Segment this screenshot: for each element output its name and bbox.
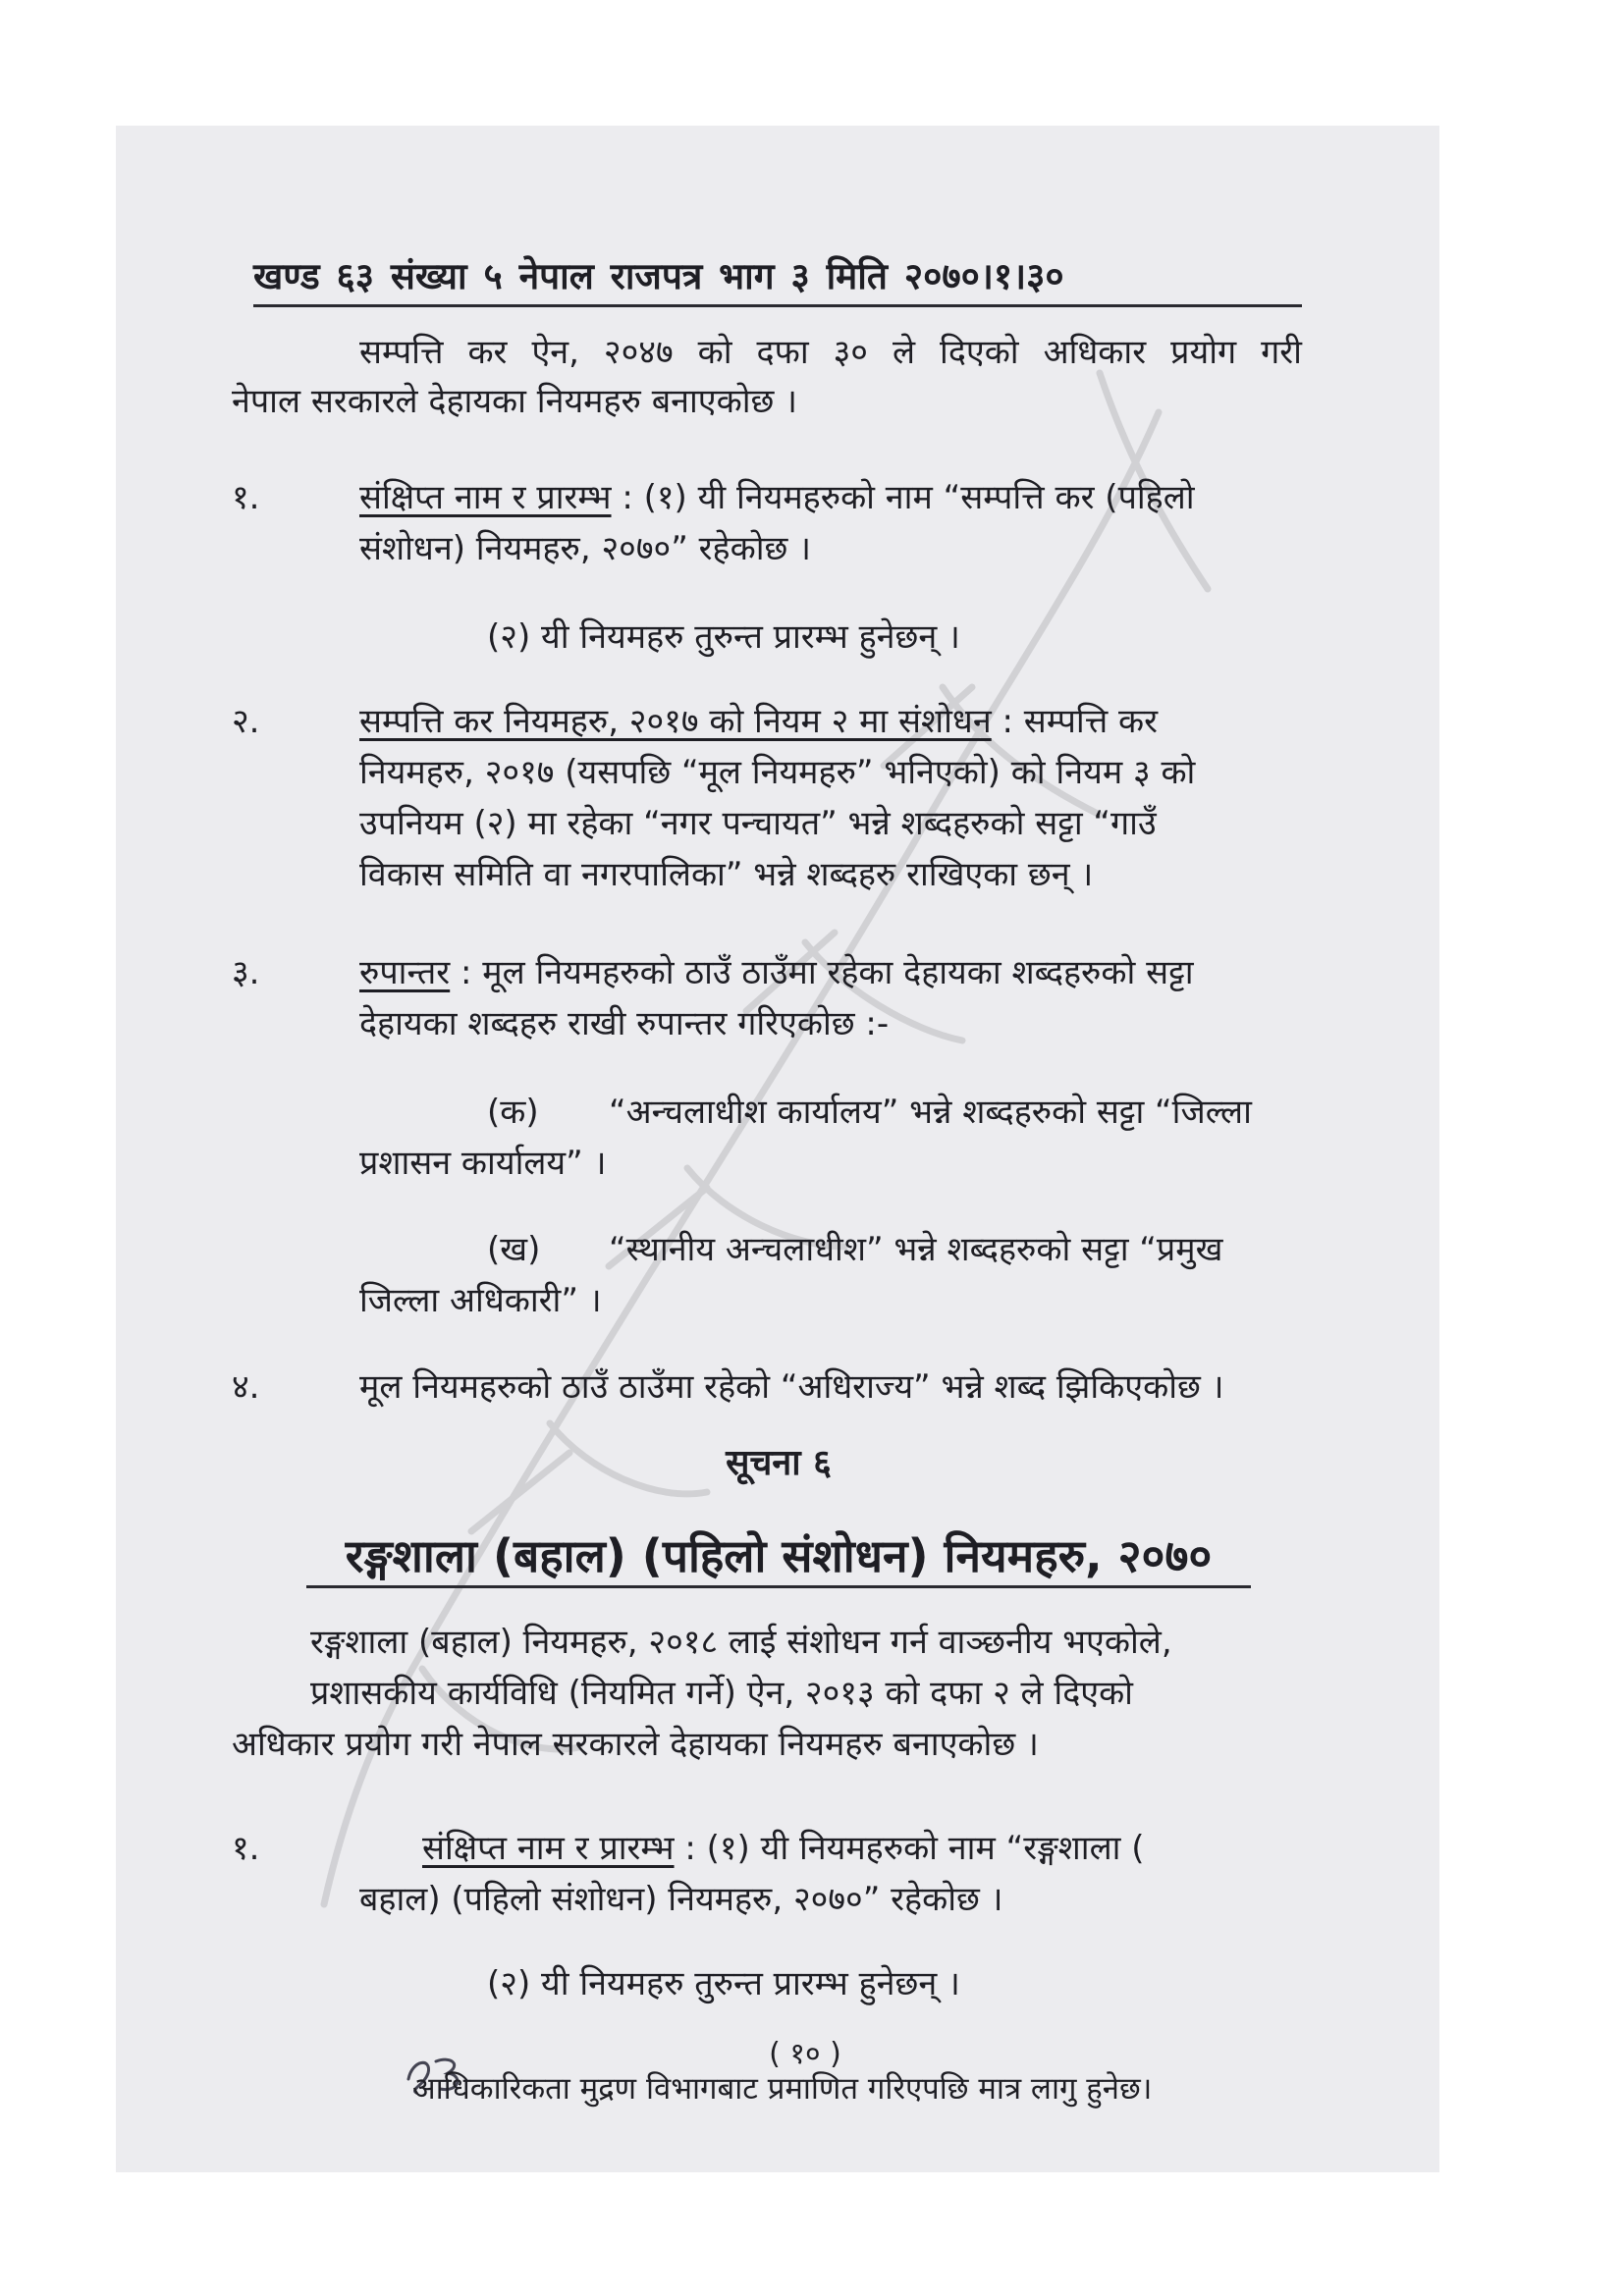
rule-line: नियमहरु, २०१७ (यसपछि “मूल नियमहरु” भनिएको) को नियम ३ को bbox=[359, 753, 1196, 792]
intro-line: नेपाल सरकारले देहायका नियमहरु बनाएकोछ । bbox=[232, 382, 798, 421]
rule-heading: सम्पत्ति कर नियमहरु, २०१७ को नियम २ मा संशोधन bbox=[359, 702, 992, 741]
rule-heading: संक्षिप्त नाम र प्रारम्भ bbox=[359, 478, 612, 517]
clause-text: जिल्ला अधिकारी” । bbox=[359, 1281, 602, 1320]
rule-text: : सम्पत्ति कर bbox=[1001, 702, 1159, 741]
intro-line: अधिकार प्रयोग गरी नेपाल सरकारले देहायका नियमहरु बनाएकोछ । bbox=[232, 1725, 1039, 1764]
page-number: ( १० ) bbox=[769, 2037, 841, 2071]
rule-line: बहाल) (पहिलो संशोधन) नियमहरु, २०७०” रहेकोछ । bbox=[359, 1880, 1003, 1919]
rule-text: : मूल नियमहरुको ठाउँ ठाउँमा रहेका देहायका शब्दहरुको सट्टा bbox=[460, 953, 1194, 992]
rule-line bbox=[359, 475, 1195, 520]
rule-number: १. bbox=[232, 1829, 260, 1868]
rule-heading: संक्षिप्त नाम र प्रारम्भ bbox=[422, 1829, 675, 1868]
sub-rule: (२) यी नियमहरु तुरुन्त प्रारम्भ हुनेछन् । bbox=[487, 1964, 960, 2003]
rule-number: ४. bbox=[232, 1367, 260, 1407]
notice-title: रङ्गशाला (बहाल) (पहिलो संशोधन) नियमहरु, २०७० bbox=[306, 1526, 1251, 1588]
rule-heading: रुपान्तर bbox=[359, 953, 451, 992]
rule-line: मूल नियमहरुको ठाउँ ठाउँमा रहेको “अधिराज्य” भन्ने शब्द झिकिएकोछ । bbox=[359, 1367, 1224, 1407]
intro-line: प्रशासकीय कार्यविधि (नियमित गर्ने) ऐन, २०१३ को दफा २ ले दिएको bbox=[310, 1674, 1133, 1713]
intro-line: रङ्गशाला (बहाल) नियमहरु, २०१८ लाई संशोधन गर्न वाञ्छनीय भएकोले, bbox=[310, 1623, 1172, 1662]
rule-text: : (१) यी नियमहरुको नाम “सम्पत्ति कर (पहिलो bbox=[622, 478, 1195, 517]
clause-text: “स्थानीय अन्चलाधीश” भन्ने शब्दहरुको सट्टा “प्रमुख bbox=[609, 1230, 1223, 1269]
gazette-header: खण्ड ६३ संख्या ५ नेपाल राजपत्र भाग ३ मिति २०७०।१।३० bbox=[253, 253, 1302, 307]
rule-number: १. bbox=[232, 478, 260, 517]
intro-line: सम्पत्ति कर ऐन, २०४७ को दफा ३० ले दिएको अधिकार प्रयोग गरी bbox=[359, 333, 1302, 372]
rule-number: २. bbox=[232, 702, 260, 741]
footer-note: आधिकारिकता मुद्रण विभागबाट प्रमाणित गरिएपछि मात्र लागु हुनेछ। bbox=[412, 2071, 1153, 2107]
clause-text: प्रशासन कार्यालय” । bbox=[359, 1144, 607, 1183]
rule-line: उपनियम (२) मा रहेका “नगर पन्चायत” भन्ने शब्दहरुको सट्टा “गाउँ bbox=[359, 804, 1157, 843]
notice-number: सूचना ६ bbox=[726, 1443, 832, 1483]
clause-label: (ख) bbox=[487, 1230, 541, 1269]
rule-line: देहायका शब्दहरु राखी रुपान्तर गरिएकोछ :- bbox=[359, 1004, 890, 1043]
rule-line bbox=[359, 699, 1158, 744]
rule-line bbox=[422, 1826, 1145, 1871]
clause-label: (क) bbox=[487, 1093, 539, 1132]
rule-number: ३. bbox=[232, 953, 260, 992]
sub-rule: (२) यी नियमहरु तुरुन्त प्रारम्भ हुनेछन् । bbox=[487, 617, 960, 657]
rule-line: विकास समिति वा नगरपालिका” भन्ने शब्दहरु राखिएका छन् । bbox=[359, 855, 1094, 894]
rule-text: : (१) यी नियमहरुको नाम “रङ्गशाला ( bbox=[684, 1829, 1145, 1868]
rule-line bbox=[359, 950, 1194, 995]
clause-text: “अन्चलाधीश कार्यालय” भन्ने शब्दहरुको सट्टा “जिल्ला bbox=[609, 1093, 1252, 1132]
rule-line: संशोधन) नियमहरु, २०७०” रहेकोछ । bbox=[359, 529, 812, 568]
